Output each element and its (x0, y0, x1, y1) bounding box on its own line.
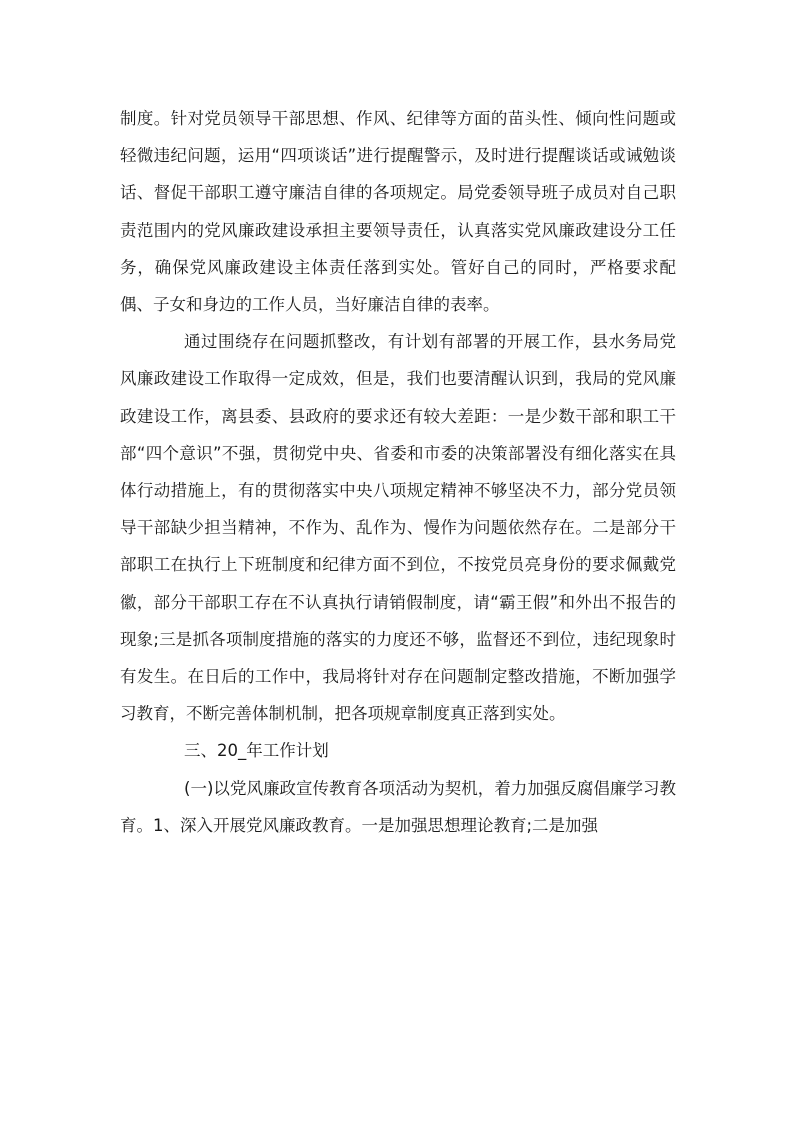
document-body (120, 100, 676, 844)
section-heading: 三、20_年工作计划 (184, 741, 329, 761)
paragraph-3: (一)以党风廉政宣传教育各项活动为契机，着力加强反腐倡廉学习教育。1、深入开展党风廉政教育。一是加强思想理论教育;二是加强 (120, 778, 676, 835)
paragraph-2: 通过围绕存在问题抓整改，有计划有部署的开展工作，县水务局党风廉政建设工作取得一定成效，但是，我们也要清醒认识到，我局的党风廉政建设工作，离县委、县政府的要求还有较大差距：一是少数干部和职工干部“四个意识”不强，贯彻党中央、省委和市委的决策部署没有细化落实在具体行动措施上，有的贯彻落实中央八项规定精神不够坚决不力，部分党员领导干部缺少担当精神，不作为、乱作为、慢作为问题依然存在。二是部分干部职工在执行上下班制度和纪律方面不到位，不按党员亮身份的要求佩戴党徽，部分干部职工存在不认真执行请销假制度，请“霸王假”和外出不报告的现象;三是抓各项制度措施的落实的力度还不够，监督还不到位，违纪现象时有发生。在日后的工作中，我局将针对存在问题制定整改措施，不断加强学习教育，不断完善体制机制，把各项规章制度真正落到实处。 (120, 332, 676, 724)
paragraph-1: 制度。针对党员领导干部思想、作风、纪律等方面的苗头性、倾向性问题或轻微违纪问题，运用“四项谈话”进行提醒警示，及时进行提醒谈话或诫勉谈话、督促干部职工遵守廉洁自律的各项规定。局党委领导班子成员对自己职责范围内的党风廉政建设承担主要领导责任，认真落实党风廉政建设分工任务，确保党风廉政建设主体责任落到实处。管好自己的同时，严格要求配偶、子女和身边的工作人员，当好廉洁自律的表率。 (120, 109, 676, 315)
